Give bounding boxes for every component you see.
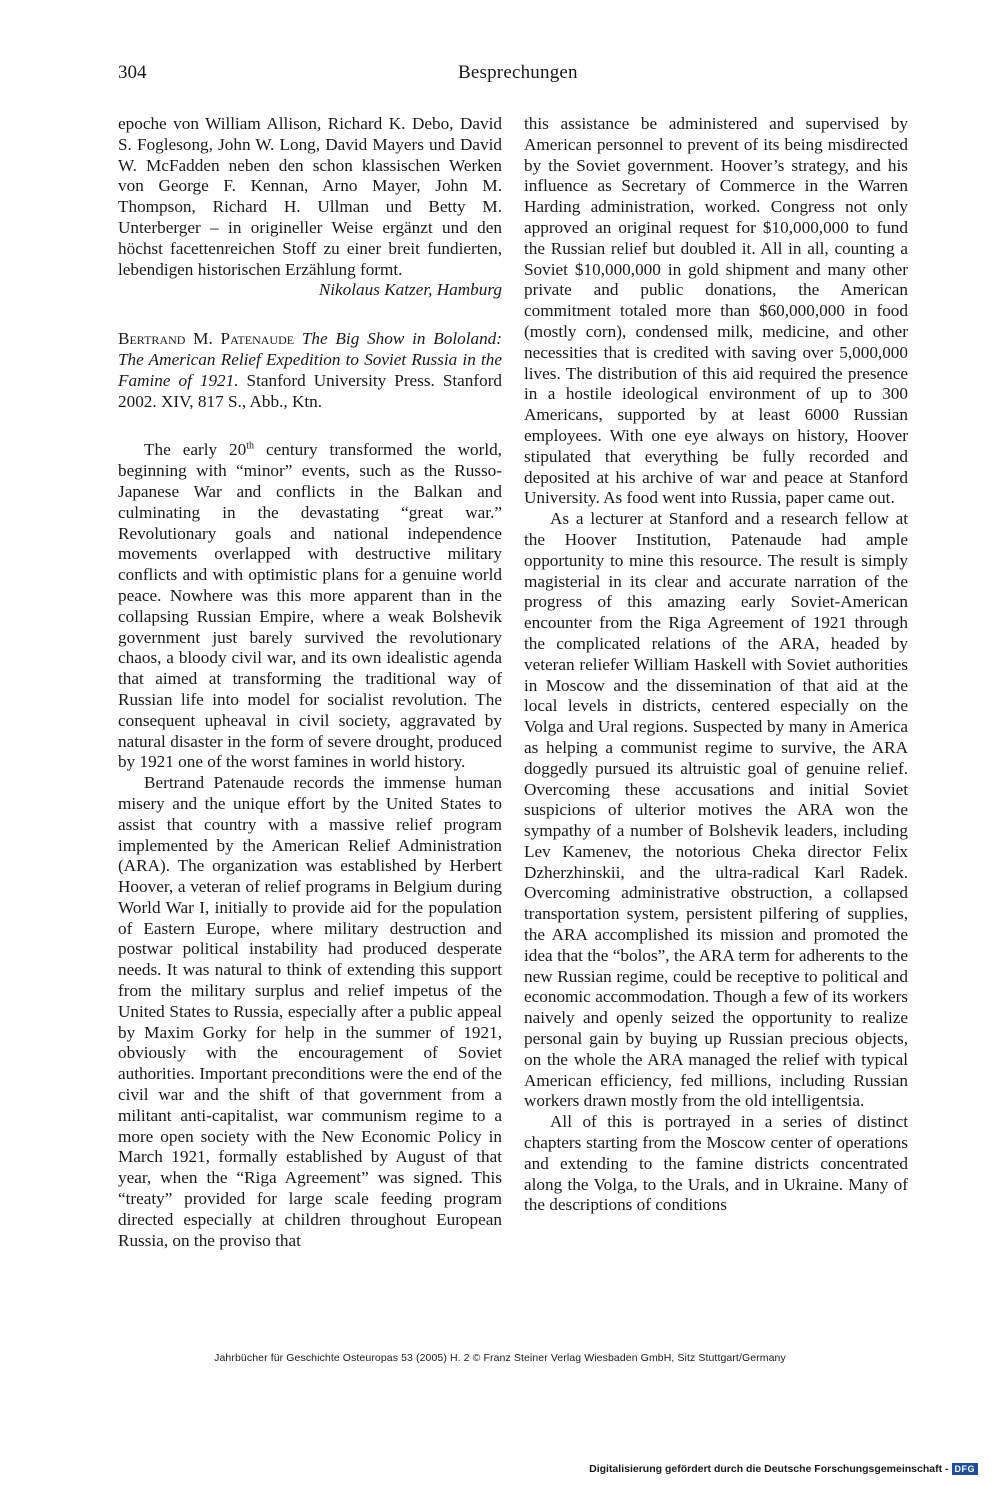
dfg-logo-icon: DFG [952, 1463, 979, 1475]
body-paragraph: As a lecturer at Stanford and a research fellow at the Hoover Institution, Patenaude had ample opportunity to mine this resource. The result is simply magisterial in its clear and accurate narration of the progress of this amazing early Soviet-American encounter from the Riga Agreement of 1921 through the complicated relations of the ARA, headed by veteran reliefer William Haskell with Soviet authorities in Moscow and the dissemination of that aid at the local levels in districts, centered especially on the Volga and Ural regions. Suspected by many in America as helping a communist regime to survive, the ARA doggedly pursued its altruistic goal of genuine relief. Overcoming these accusations and initial Soviet suspicions of ulterior motives the ARA won the sympathy of a number of Bolshevik leaders, including Lev Kamenev, the notorious Cheka director Felix Dzherzhinskii, and the ultra-radical Karl Radek. Overcoming administrative obstruction, a collapsed transportation system, persistent pilfering of supplies, the ARA accomplished its mission and promoted the idea that the “bolos”, the ARA term for adherents to the new Russian regime, could be receptive to political and economic accommodation. Though a few of its workers naively and openly seized the opportunity to realize personal gain by buying up Russian precious objects, on the whole the ARA managed the relief with typical American efficiency, fed millions, including Russian workers drawn mostly from the old intelligentsia. [524, 509, 908, 1111]
left-column [118, 114, 502, 1251]
previous-review-ending: epoche von William Allison, Richard K. Debo, David S. Foglesong, John W. Long, David Mayers und David W. McFadden neben den schon klassischen Werken von George F. Kennan, Arno Mayer, John M. Thompson, Richard H. Ullman und Betty M. Unterberger – in origineller Weise ergänzt und den höchst facettenreichen Stoff zu einer breit fundierten, lebendigen historischen Erzählung formt. [118, 114, 502, 279]
running-head: Besprechungen [458, 62, 578, 83]
body-paragraph: The early 20th century transformed the world, beginning with “minor” events, such as the Russo-Japanese War and conflicts in the Balkan and culminating in the devastating “great war.” Revolutionary goals and national independence movements overlapped with destructive military conflicts and with optimistic plans for a genuine world peace. Nowhere was this more apparent than in the collapsing Russian Empire, where a weak Bolshevik government just barely survived the revolutionary chaos, a bloody civil war, and its own idealistic agenda that aimed at transforming the traditional way of Russian life into model for socialist revolution. The consequent upheaval in civil society, aggravated by natural disaster in the form of severe drought, produced by 1921 one of the worst famines in world history. [118, 440, 502, 772]
journal-citation-footer: Jahrbücher für Geschichte Osteuropas 53 (2005) H. 2 © Franz Steiner Verlag Wiesbaden GmbH, Sitz Stuttgart/Germany [214, 1352, 786, 1364]
digitization-text: Digitalisierung gefördert durch die Deutsche Forschungsgemeinschaft - [589, 1463, 949, 1475]
right-column [524, 114, 908, 1216]
body-paragraph: Bertrand Patenaude records the immense human misery and the unique effort by the United States to assist that country with a massive relief program implemented by the American Relief Administration (ARA). The organization was established by Herbert Hoover, a veteran of relief programs in Belgium during World War I, initially to provide aid for the population of Eastern Europe, where military destruction and postwar political instability had produced desperate needs. It was natural to think of extending this support from the military surplus and relief impetus of the United States to Russia, especially after a public appeal by Maxim Gorky for help in the summer of 1921, obviously with the encouragement of Soviet authorities. Important preconditions were the end of the civil war and the shift of that government from a militant anti-capitalist, war communism regime to a more open society with the New Economic Policy in March 1921, formally established by August of that year, when the “Riga Agreement” was signed. This “treaty” provided for large scale feeding program directed especially at children throughout European Russia, on the proviso that [118, 773, 502, 1250]
page-number: 304 [118, 62, 147, 83]
publication-details: Stanford University Press. Stanford 2002. XIV, 817 S., Abb., Ktn. [118, 370, 503, 411]
book-title: The Big Show in Bololand: The American Relief Expedition to Soviet Russia in the Famine of 1921. [118, 329, 502, 390]
body-paragraph: this assistance be administered and supervised by American personnel to prevent of its being misdirected by the Soviet government. Hoover’s strategy, and his influence as Secretary of Commerce in the Warren Harding administration, worked. Congress not only approved an original request for $10,000,000 to fund the Russian relief but doubled it. All in all, counting a Soviet $10,000,000 in gold shipment and many other private and public donations, the American commitment totaled more than $60,000,000 in food (mostly corn), condensed milk, medicine, and other necessities that is credited with saving over 5,000,000 lives. The distribution of this aid required the presence in a hostile ideological environment of up to 300 Americans, supported by at least 6000 Russian employees. With one eye always on history, Hoover stipulated that everything be fully recorded and deposited at his archive of war and peace at Stanford University. As food went into Russia, paper came out. [524, 114, 908, 508]
body-paragraph: All of this is portrayed in a series of distinct chapters starting from the Moscow center of operations and extending to the famine districts concentrated along the Volga, to the Urals, and in Ukraine. Many of the descriptions of conditions [524, 1112, 908, 1215]
book-author: Bertrand M. Patenaude [118, 329, 295, 349]
review-bibliographic-header [118, 329, 502, 412]
digitization-note [589, 1463, 978, 1475]
reviewer-signature: Nikolaus Katzer, Hamburg [318, 280, 502, 300]
